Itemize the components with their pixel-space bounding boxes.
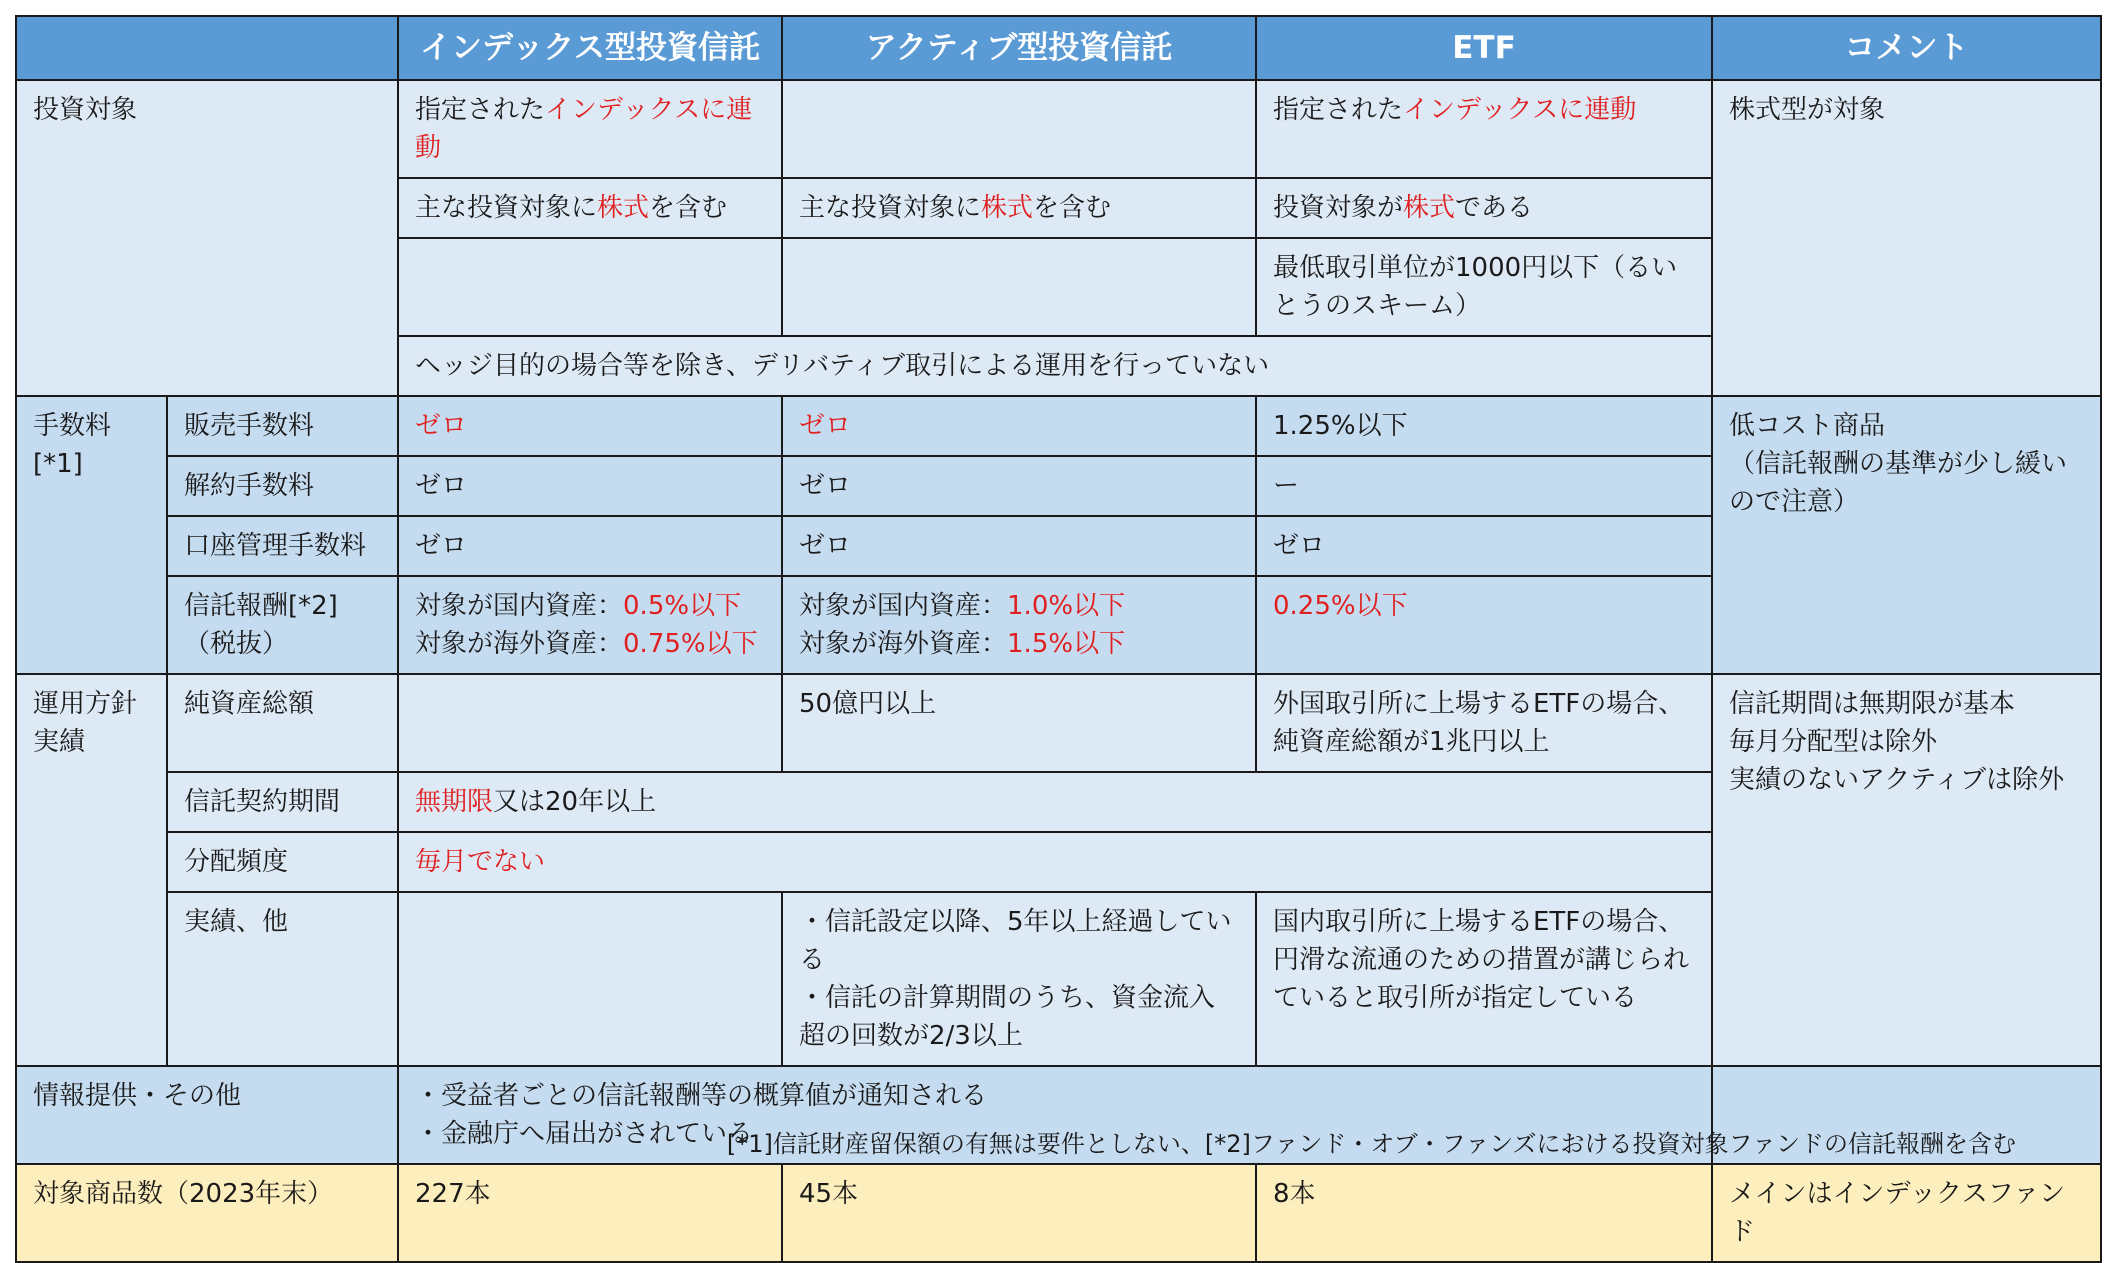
account-fee-index: ゼロ — [398, 516, 782, 576]
cancel-fee-label: 解約手数料 — [167, 456, 398, 516]
count-index: 227本 — [398, 1164, 782, 1262]
assets-label: 純資産総額 — [167, 674, 398, 772]
record-active — [782, 892, 1256, 1066]
cancel-fee-active: ゼロ — [782, 456, 1256, 516]
trust-index-l2a: 対象が海外資産： — [415, 629, 624, 659]
policy-comment-l1: 信託期間は無期限が基本 — [1729, 689, 2016, 719]
stock-etf-a: 投資対象が — [1273, 193, 1404, 223]
stock-active-cell — [782, 178, 1256, 238]
info-l2: ・金融庁へ届出がされている — [415, 1119, 754, 1149]
min-unit-active-cell — [782, 238, 1256, 336]
count-etf: 8本 — [1256, 1164, 1712, 1262]
stock-index-c: を含む — [649, 193, 728, 223]
header-row — [16, 16, 2101, 80]
section-info: 情報提供・その他 — [16, 1066, 398, 1164]
count-row — [16, 1164, 2101, 1262]
footnote: [*1]信託財産留保額の有無は要件としない、[*2]ファンド・オブ・ファンズにおける投資対象ファンドの信託報酬を含む — [726, 1130, 2016, 1158]
stock-active-c: を含む — [1033, 193, 1112, 223]
header-blank — [16, 16, 398, 80]
target-etf-text: 指定された — [1273, 95, 1404, 125]
trust-index-l1a: 対象が国内資産： — [415, 591, 624, 621]
trust-active-l1b: 1.0%以下 — [1007, 591, 1126, 621]
fees-comment — [1712, 396, 2101, 674]
min-unit-index-cell — [398, 238, 782, 336]
section-policy — [16, 674, 167, 1066]
sales-fee-etf: 1.25%以下 — [1256, 396, 1712, 456]
period-rest: 又は20年以上 — [493, 787, 657, 817]
target-etf-highlight: インデックスに連動 — [1403, 95, 1637, 125]
section-policy-a: 運用方針 — [33, 689, 138, 719]
policy-comment — [1712, 674, 2101, 1066]
header-active: アクティブ型投資信託 — [782, 16, 1256, 80]
stock-active-a: 主な投資対象に — [799, 193, 982, 223]
cancel-fee-etf: ー — [1256, 456, 1712, 516]
account-fee-label: 口座管理手数料 — [167, 516, 398, 576]
derivatives-note: ヘッジ目的の場合等を除き、デリバティブ取引による運用を行っていない — [398, 336, 1712, 396]
target-row-1 — [16, 80, 2101, 178]
period-red: 無期限 — [415, 787, 494, 817]
trust-fee-label — [167, 576, 398, 674]
section-count: 対象商品数（2023年末） — [16, 1164, 398, 1262]
record-active-l2: ・信託の計算期間のうち、資金流入超の回数が2/3以上 — [799, 983, 1216, 1051]
header-etf: ETF — [1256, 16, 1712, 80]
record-index — [398, 892, 782, 1066]
sales-fee-index: ゼロ — [398, 396, 782, 456]
comparison-table — [15, 15, 2102, 1263]
assets-etf: 外国取引所に上場するETFの場合、純資産総額が1兆円以上 — [1256, 674, 1712, 772]
stock-etf-cell — [1256, 178, 1712, 238]
count-comment: メインはインデックスファンド — [1712, 1164, 2101, 1262]
stock-index-cell — [398, 178, 782, 238]
stock-active-highlight: 株式 — [981, 193, 1034, 223]
trust-fee-etf: 0.25%以下 — [1256, 576, 1712, 674]
header-index: インデックス型投資信託 — [398, 16, 782, 80]
account-fee-etf: ゼロ — [1256, 516, 1712, 576]
count-active: 45本 — [782, 1164, 1256, 1262]
trust-fee-index — [398, 576, 782, 674]
trust-fee-label-b: （税抜） — [184, 629, 289, 659]
dist-value: 毎月でない — [398, 832, 1712, 892]
min-unit-etf-cell: 最低取引単位が1000円以下（るいとうのスキーム） — [1256, 238, 1712, 336]
stock-index-highlight: 株式 — [597, 193, 650, 223]
fees-comment-l2: （信託報酬の基準が少し緩いので注意） — [1729, 449, 2068, 517]
target-index-text: 指定された — [415, 95, 546, 125]
assets-index — [398, 674, 782, 772]
policy-row-assets — [16, 674, 2101, 772]
record-label: 実績、他 — [167, 892, 398, 1066]
trust-index-l2b: 0.75%以下 — [623, 629, 758, 659]
stock-etf-c: である — [1455, 193, 1534, 223]
section-investment-target: 投資対象 — [16, 80, 398, 396]
target-active-cell — [782, 80, 1256, 178]
account-fee-active: ゼロ — [782, 516, 1256, 576]
record-active-l1: ・信託設定以降、5年以上経過している — [799, 907, 1232, 975]
record-etf: 国内取引所に上場するETFの場合、円滑な流通のための措置が講じられていると取引所が指定している — [1256, 892, 1712, 1066]
target-etf-cell — [1256, 80, 1712, 178]
assets-active: 50億円以上 — [782, 674, 1256, 772]
section-fees — [16, 396, 167, 674]
section-fees-note: [*1] — [33, 449, 83, 479]
policy-comment-l3: 実績のないアクティブは除外 — [1729, 765, 2065, 795]
info-l1: ・受益者ごとの信託報酬等の概算値が通知される — [415, 1081, 988, 1111]
section-policy-b: 実績 — [33, 727, 86, 757]
sales-fee-label: 販売手数料 — [167, 396, 398, 456]
dist-label: 分配頻度 — [167, 832, 398, 892]
trust-fee-active — [782, 576, 1256, 674]
fees-comment-l1: 低コスト商品 — [1729, 411, 1886, 441]
trust-index-l1b: 0.5%以下 — [623, 591, 742, 621]
target-index-cell — [398, 80, 782, 178]
period-label: 信託契約期間 — [167, 772, 398, 832]
fee-row-sales — [16, 396, 2101, 456]
trust-fee-label-a: 信託報酬[*2] — [184, 591, 338, 621]
sales-fee-active: ゼロ — [782, 396, 1256, 456]
section-fees-label: 手数料 — [33, 411, 112, 441]
stock-index-a: 主な投資対象に — [415, 193, 598, 223]
period-value — [398, 772, 1712, 832]
trust-active-l2a: 対象が海外資産： — [799, 629, 1008, 659]
trust-active-l2b: 1.5%以下 — [1007, 629, 1126, 659]
cancel-fee-index: ゼロ — [398, 456, 782, 516]
target-index-highlight: インデックスに連動 — [415, 95, 753, 163]
header-comment: コメント — [1712, 16, 2101, 80]
policy-comment-l2: 毎月分配型は除外 — [1729, 727, 1938, 757]
stock-etf-highlight: 株式 — [1403, 193, 1456, 223]
target-comment: 株式型が対象 — [1712, 80, 2101, 396]
trust-active-l1a: 対象が国内資産： — [799, 591, 1008, 621]
